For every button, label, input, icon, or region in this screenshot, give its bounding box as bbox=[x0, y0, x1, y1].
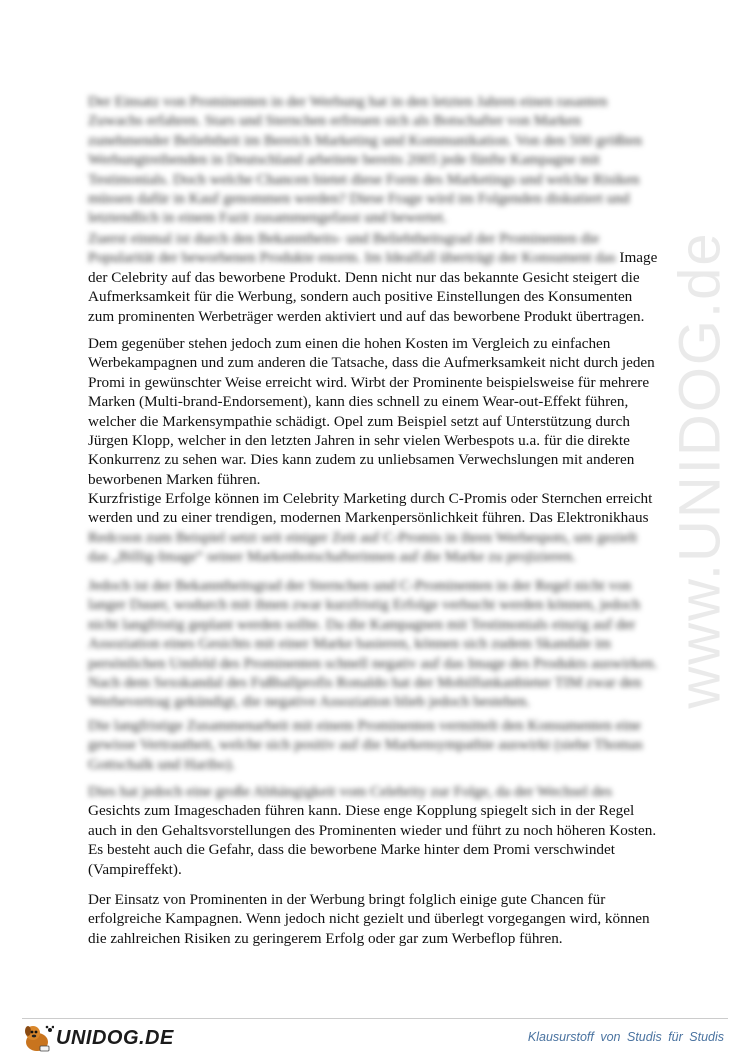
paragraph-1 bbox=[88, 92, 660, 228]
footer-divider bbox=[22, 1018, 728, 1019]
paragraph-2 bbox=[88, 229, 660, 326]
paragraph-4-blurred: Redcoon zum Beispiel setzt seit einiger Zeit auf C-Promis in ihren Werbespots, um gezielt das „Billig-Image“ seiner Markenbotschafterinnen auf die Marke zu projizieren. bbox=[88, 528, 638, 566]
footer-tagline: Klausurstoff von Studis für Studis bbox=[527, 1030, 724, 1044]
paragraph-6 bbox=[88, 716, 660, 774]
paragraph-7-blurred: Dies hat jedoch eine große Abhängigkeit vom Celebrity zur Folge, da der Wechsel des bbox=[88, 783, 613, 800]
paragraph-4-clear: Kurzfristige Erfolge können im Celebrity Marketing durch C-Promis oder Sternchen erreicht werden und zu einer trendigen, modernen Markenpersönlichkeit führen. Das Elektronikhaus bbox=[88, 490, 653, 527]
paragraph-4 bbox=[88, 489, 660, 567]
paragraph-8-clear: Der Einsatz von Prominenten in der Werbung bringt folglich einige gute Chancen für erfolgreiche Kampagnen. Wenn jedoch nicht gezielt und überlegt vorgegangen wird, können die zahlreichen Risiken zu geringerem Erfolg oder gar zum Werbeflop führen. bbox=[88, 891, 650, 947]
paragraph-2-blurred: Zuerst einmal ist durch den Bekanntheits- und Beliebtheitsgrad der Prominenten die Popularität der beworbenen Produkte enorm. Im Idealfall überträgt der Konsument das bbox=[88, 230, 616, 267]
paragraph-3-clear: Dem gegenüber stehen jedoch zum einen die hohen Kosten im Vergleich zu einfachen Werbekampagnen und zum anderen die Tatsache, dass die Aufmerksamkeit nicht durch jeden Promi in gewünschter Weise erreicht wird. Wirbt der Prominente beispielsweise für mehrere Marken (Multi-brand-Endorsement), kann dies schnell zu einem Wear-out-Effekt führen, welcher die Markensympathie schädigt. Opel zum Beispiel setzt auf Unterstützung durch Jürgen Klopp, welcher in den letzten Jahren in sehr vielen Werbespots u.a. für die direkte Konkurrenz zu sehen war. Dies kann zudem zu unliebsamen Verwechslungen mit anderen beworbenen Marken führen. bbox=[88, 335, 655, 488]
paragraph-5-blurred: Jedoch ist der Bekanntheitsgrad der Sternchen und C-Prominenten in der Regel nicht von langer Dauer, wodurch mit ihnen zwar kurzfristig Erfolge verbucht werden können, jedoch nicht langfristig geplant werden sollte. Da die Kampagnen mit Testimonials einzig auf der Assoziation eines Gesichts mit einer Marke basieren, können sich zudem Skandale im persönlichen Umfeld des Prominenten schnell negativ auf das Image des Produkts auswirken. Nach dem Sexskandal des Fußballprofis Ronaldo hat der Mobilfunkanbieter TIM zwar den Werbevertrag gekündigt, die negative Assoziation blieb jedoch bestehen. bbox=[88, 577, 658, 711]
paragraph-2-clear: Image der Celebrity auf das beworbene Produkt. Denn nicht nur das bekannte Gesicht steigert die Aufmerksamkeit für die Werbung, sondern auch positive Einstellungen des Konsumenten zum prominenten Werbeträger werden aktiviert und auf das beworbene Produkt übertragen. bbox=[88, 249, 658, 325]
paragraph-1-blurred: Der Einsatz von Prominenten in der Werbung hat in den letzten Jahren einen rasanten Zuwachs erfahren. Stars und Sternchen erfreuen sich als Botschafter von Marken zunehmender Beliebtheit im Bereich Marketing und Kommunikation. Von den 500 größten Werbungtreibenden in Deutschland arbeitete bereits 2005 jede fünfte Kampagne mit Testimonials. Doch welche Chancen bietet diese Form des Marketings und welche Risiken müssen dafür in Kauf genommen werden? Diese Frage wird im Folgenden diskutiert und letztendlich in einem Fazit zusammengefasst und bewertet. bbox=[88, 93, 643, 227]
paragraph-6-blurred: Die langfristige Zusammenarbeit mit einem Prominenten vermittelt den Konsumenten eine gewisse Vertrautheit, welche sich positiv auf die Markensympathie auswirkt (siehe Thomas Gottschalk und Haribo). bbox=[88, 717, 643, 773]
watermark: www.UNIDOG.de bbox=[667, 231, 733, 709]
paragraph-3 bbox=[88, 334, 660, 489]
paragraph-7 bbox=[88, 782, 660, 879]
paragraph-8 bbox=[88, 890, 660, 948]
paragraph-5 bbox=[88, 576, 660, 712]
paragraph-7-clear: Gesichts zum Imageschaden führen kann. Diese enge Kopplung spiegelt sich in der Regel auch in den Gehaltsvorstellungen des Prominenten wieder und führt zu noch höheren Kosten. Es besteht auch die Gefahr, dass die beworbene Marke hinter dem Promi verschwindet (Vampireffekt). bbox=[88, 802, 657, 878]
footer-logo bbox=[20, 1022, 174, 1054]
dog-mascot-icon bbox=[20, 1022, 54, 1054]
logo-text: UNIDOG.DE bbox=[56, 1026, 174, 1049]
